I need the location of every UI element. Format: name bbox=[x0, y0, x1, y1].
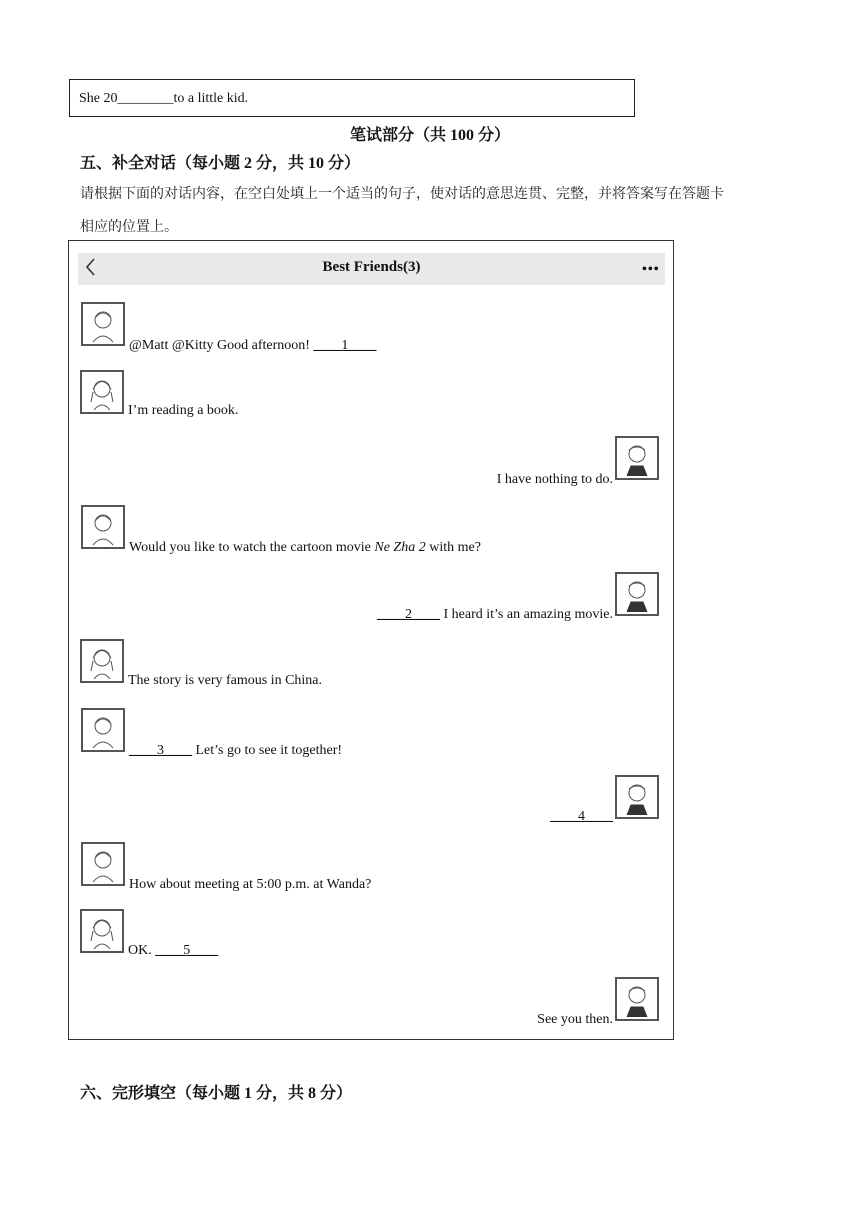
matt-avatar bbox=[615, 436, 659, 480]
message-5: ____2____ I heard it’s an amazing movie. bbox=[377, 607, 613, 622]
written-part-title: 笔试部分（共 100 分） bbox=[349, 127, 510, 144]
message-7: ____3____ Let’s go to see it together! bbox=[129, 743, 343, 758]
message-10: OK. ____5____ bbox=[128, 943, 219, 958]
more-dots-icon[interactable]: ••• bbox=[642, 262, 660, 277]
movie-title: Ne Zha 2 bbox=[374, 540, 426, 555]
previous-question-text: She 20________to a little kid. bbox=[79, 91, 249, 106]
girl-avatar bbox=[80, 370, 124, 414]
chat-title: Best Friends(3) bbox=[322, 259, 421, 275]
section6-title: 六、完形填空（每小题 1 分，共 8 分） bbox=[80, 1085, 353, 1102]
message-6: The story is very famous in China. bbox=[128, 673, 323, 688]
boy-avatar bbox=[81, 505, 125, 549]
boy-avatar bbox=[81, 708, 125, 752]
blank-5[interactable]: ____5____ bbox=[155, 943, 219, 958]
message-4: Would you like to watch the cartoon movie Ne Zha 2 with me? bbox=[129, 540, 481, 555]
previous-question-box bbox=[69, 79, 635, 117]
message-2: I’m reading a book. bbox=[128, 403, 239, 418]
chat-frame bbox=[68, 240, 674, 1040]
matt-avatar bbox=[615, 775, 659, 819]
blank-4[interactable]: ____4____ bbox=[550, 809, 613, 824]
section5-title: 五、补全对话（每小题 2 分，共 10 分） bbox=[80, 155, 361, 172]
boy-avatar bbox=[81, 842, 125, 886]
message-1: @Matt @Kitty Good afternoon! ____1____ bbox=[129, 338, 377, 353]
matt-avatar bbox=[615, 572, 659, 616]
message-9: How about meeting at 5:00 p.m. at Wanda? bbox=[129, 877, 372, 892]
girl-avatar bbox=[80, 639, 124, 683]
boy-avatar bbox=[81, 302, 125, 346]
section5-instruction-line2: 相应的位置上。 bbox=[80, 219, 178, 235]
blank-3[interactable]: ____3____ bbox=[129, 743, 192, 758]
blank-1[interactable]: ____1____ bbox=[313, 338, 377, 353]
message-11: See you then. bbox=[537, 1012, 613, 1027]
blank-2[interactable]: ____2____ bbox=[377, 607, 440, 622]
section5-instruction-line1: 请根据下面的对话内容，在空白处填上一个适当的句子，使对话的意思连贯、完整，并将答案写在答题卡 bbox=[80, 186, 724, 202]
message-3: I have nothing to do. bbox=[496, 472, 613, 487]
matt-avatar bbox=[615, 977, 659, 1021]
message-8 bbox=[450, 809, 613, 825]
girl-avatar bbox=[80, 909, 124, 953]
